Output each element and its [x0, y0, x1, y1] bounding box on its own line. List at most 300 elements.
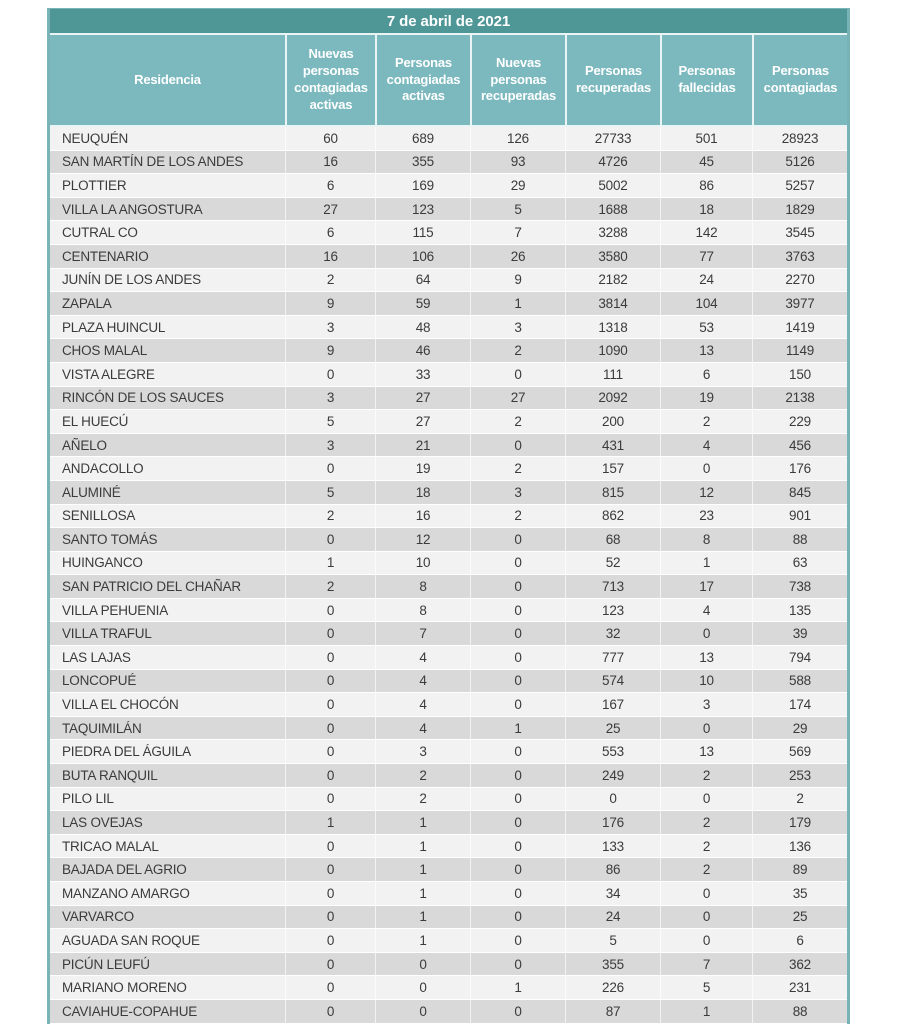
value-cell: 4 [375, 646, 470, 669]
value-cell: 249 [565, 764, 660, 787]
value-cell: 1 [375, 929, 470, 952]
column-header-contagiadas: Personas contagiadas [752, 35, 847, 125]
value-cell: 136 [752, 835, 847, 858]
residencia-cell: BAJADA DEL AGRIO [62, 862, 187, 878]
value-cell: 2 [285, 505, 375, 528]
value-cell: 0 [660, 457, 752, 480]
residencia-cell: LAS OVEJAS [62, 815, 143, 831]
value-cell: 12 [660, 481, 752, 504]
value-cell: 200 [565, 410, 660, 433]
value-cell: 176 [752, 457, 847, 480]
value-cell: 4726 [565, 151, 660, 174]
value-cell: 2 [470, 410, 565, 433]
value-cell: 2 [660, 835, 752, 858]
table-row [50, 505, 847, 529]
table-row [50, 953, 847, 977]
value-cell: 0 [470, 528, 565, 551]
value-cell: 5126 [752, 151, 847, 174]
value-cell: 28923 [752, 127, 847, 150]
value-cell: 0 [470, 1000, 565, 1023]
value-cell: 89 [752, 858, 847, 881]
value-cell: 5 [565, 929, 660, 952]
value-cell: 59 [375, 292, 470, 315]
value-cell: 86 [660, 174, 752, 197]
column-header-recuperadas: Personas recuperadas [565, 35, 660, 125]
value-cell: 0 [375, 953, 470, 976]
value-cell: 8 [375, 575, 470, 598]
value-cell: 6 [752, 929, 847, 952]
value-cell: 1 [660, 1000, 752, 1023]
value-cell: 231 [752, 976, 847, 999]
value-cell: 88 [752, 528, 847, 551]
value-cell: 0 [285, 622, 375, 645]
value-cell: 45 [660, 151, 752, 174]
table-row [50, 929, 847, 953]
value-cell: 713 [565, 575, 660, 598]
value-cell: 2 [375, 764, 470, 787]
value-cell: 35 [752, 882, 847, 905]
value-cell: 3 [660, 693, 752, 716]
value-cell: 0 [470, 764, 565, 787]
value-cell: 0 [285, 976, 375, 999]
value-cell: 9 [285, 339, 375, 362]
residencia-cell: RINCÓN DE LOS SAUCES [62, 390, 224, 406]
value-cell: 0 [470, 953, 565, 976]
table-row [50, 764, 847, 788]
value-cell: 13 [660, 646, 752, 669]
value-cell: 16 [285, 151, 375, 174]
value-cell: 1 [285, 552, 375, 575]
value-cell: 3763 [752, 245, 847, 268]
value-cell: 0 [660, 788, 752, 811]
value-cell: 1 [470, 717, 565, 740]
value-cell: 0 [470, 434, 565, 457]
value-cell: 16 [375, 505, 470, 528]
value-cell: 1 [375, 882, 470, 905]
value-cell: 2138 [752, 387, 847, 410]
value-cell: 17 [660, 575, 752, 598]
table-row [50, 646, 847, 670]
value-cell: 123 [375, 198, 470, 221]
value-cell: 1149 [752, 339, 847, 362]
table-date-title: 7 de abril de 2021 [50, 9, 847, 35]
table-row [50, 387, 847, 411]
value-cell: 93 [470, 151, 565, 174]
value-cell: 29 [470, 174, 565, 197]
value-cell: 13 [660, 740, 752, 763]
value-cell: 3 [375, 740, 470, 763]
value-cell: 2 [660, 764, 752, 787]
value-cell: 4 [660, 434, 752, 457]
table-row [50, 174, 847, 198]
residencia-cell: VARVARCO [62, 909, 134, 925]
value-cell: 2 [285, 575, 375, 598]
value-cell: 0 [470, 693, 565, 716]
value-cell: 815 [565, 481, 660, 504]
residencia-cell: SAN PATRICIO DEL CHAÑAR [62, 579, 241, 595]
value-cell: 25 [752, 906, 847, 929]
value-cell: 2182 [565, 269, 660, 292]
table-header-row [50, 35, 847, 127]
column-header-nuevas-recuperadas: Nuevas personas recuperadas [470, 35, 565, 125]
value-cell: 3580 [565, 245, 660, 268]
value-cell: 10 [375, 552, 470, 575]
value-cell: 1 [660, 552, 752, 575]
value-cell: 3977 [752, 292, 847, 315]
value-cell: 142 [660, 221, 752, 244]
value-cell: 27733 [565, 127, 660, 150]
value-cell: 0 [470, 811, 565, 834]
value-cell: 0 [285, 740, 375, 763]
value-cell: 52 [565, 552, 660, 575]
value-cell: 7 [470, 221, 565, 244]
value-cell: 4 [660, 599, 752, 622]
residencia-cell: AGUADA SAN ROQUE [62, 932, 200, 948]
value-cell: 0 [285, 528, 375, 551]
value-cell: 0 [470, 740, 565, 763]
residencia-cell: SAN MARTÍN DE LOS ANDES [62, 154, 244, 170]
value-cell: 3288 [565, 221, 660, 244]
value-cell: 4 [375, 717, 470, 740]
value-cell: 3 [470, 481, 565, 504]
value-cell: 689 [375, 127, 470, 150]
value-cell: 1 [375, 835, 470, 858]
value-cell: 2 [752, 788, 847, 811]
value-cell: 18 [375, 481, 470, 504]
value-cell: 2 [375, 788, 470, 811]
value-cell: 32 [565, 622, 660, 645]
value-cell: 21 [375, 434, 470, 457]
value-cell: 1318 [565, 316, 660, 339]
value-cell: 1 [375, 811, 470, 834]
value-cell: 0 [660, 717, 752, 740]
table-row [50, 1000, 847, 1024]
value-cell: 0 [285, 929, 375, 952]
table-row [50, 198, 847, 222]
value-cell: 0 [470, 646, 565, 669]
column-header-nuevas-contagiadas-activas: Nuevas personas contagiadas activas [285, 35, 375, 125]
table-row [50, 457, 847, 481]
value-cell: 588 [752, 670, 847, 693]
table-body [50, 127, 847, 1024]
value-cell: 0 [285, 858, 375, 881]
value-cell: 68 [565, 528, 660, 551]
value-cell: 3545 [752, 221, 847, 244]
value-cell: 355 [565, 953, 660, 976]
value-cell: 6 [285, 174, 375, 197]
residencia-cell: PICÚN LEUFÚ [62, 956, 150, 972]
table-row [50, 693, 847, 717]
residencia-cell: VILLA EL CHOCÓN [62, 697, 179, 713]
value-cell: 12 [375, 528, 470, 551]
value-cell: 77 [660, 245, 752, 268]
value-cell: 24 [660, 269, 752, 292]
value-cell: 2 [470, 505, 565, 528]
value-cell: 0 [375, 1000, 470, 1023]
table-row [50, 622, 847, 646]
table-row [50, 528, 847, 552]
value-cell: 0 [285, 1000, 375, 1023]
value-cell: 34 [565, 882, 660, 905]
value-cell: 1090 [565, 339, 660, 362]
value-cell: 0 [470, 882, 565, 905]
value-cell: 135 [752, 599, 847, 622]
value-cell: 64 [375, 269, 470, 292]
value-cell: 229 [752, 410, 847, 433]
table-row [50, 339, 847, 363]
residencia-cell: PLOTTIER [62, 177, 127, 193]
value-cell: 569 [752, 740, 847, 763]
value-cell: 226 [565, 976, 660, 999]
residencia-cell: VILLA TRAFUL [62, 626, 152, 642]
value-cell: 574 [565, 670, 660, 693]
value-cell: 253 [752, 764, 847, 787]
value-cell: 23 [660, 505, 752, 528]
value-cell: 0 [285, 788, 375, 811]
value-cell: 126 [470, 127, 565, 150]
table-row [50, 788, 847, 812]
table-row [50, 410, 847, 434]
value-cell: 431 [565, 434, 660, 457]
value-cell: 18 [660, 198, 752, 221]
value-cell: 123 [565, 599, 660, 622]
value-cell: 111 [565, 363, 660, 386]
value-cell: 86 [565, 858, 660, 881]
value-cell: 738 [752, 575, 847, 598]
residencia-cell: ZAPALA [62, 295, 112, 311]
column-header-contagiadas-activas: Personas contagiadas activas [375, 35, 470, 125]
value-cell: 0 [285, 882, 375, 905]
value-cell: 167 [565, 693, 660, 716]
value-cell: 2270 [752, 269, 847, 292]
value-cell: 0 [285, 457, 375, 480]
table-row [50, 599, 847, 623]
value-cell: 845 [752, 481, 847, 504]
value-cell: 2 [660, 811, 752, 834]
value-cell: 27 [375, 387, 470, 410]
table-row [50, 221, 847, 245]
residencia-cell: PIEDRA DEL ÁGUILA [62, 744, 191, 760]
value-cell: 1 [470, 976, 565, 999]
table-row [50, 316, 847, 340]
value-cell: 0 [285, 835, 375, 858]
value-cell: 2 [660, 858, 752, 881]
table-row [50, 245, 847, 269]
table-row [50, 906, 847, 930]
residencia-cell: TAQUIMILÁN [62, 720, 142, 736]
residencia-cell: TRICAO MALAL [62, 838, 159, 854]
value-cell: 862 [565, 505, 660, 528]
value-cell: 5 [470, 198, 565, 221]
value-cell: 1688 [565, 198, 660, 221]
covid-statistics-table [47, 8, 850, 1024]
value-cell: 10 [660, 670, 752, 693]
table-row [50, 717, 847, 741]
residencia-cell: BUTA RANQUIL [62, 767, 158, 783]
value-cell: 0 [285, 670, 375, 693]
value-cell: 0 [285, 646, 375, 669]
value-cell: 2 [660, 410, 752, 433]
value-cell: 0 [285, 363, 375, 386]
value-cell: 5257 [752, 174, 847, 197]
value-cell: 456 [752, 434, 847, 457]
value-cell: 794 [752, 646, 847, 669]
value-cell: 53 [660, 316, 752, 339]
value-cell: 1829 [752, 198, 847, 221]
value-cell: 0 [470, 929, 565, 952]
value-cell: 87 [565, 1000, 660, 1023]
value-cell: 0 [470, 599, 565, 622]
table-row [50, 976, 847, 1000]
residencia-cell: PILO LIL [62, 791, 114, 807]
value-cell: 4 [375, 670, 470, 693]
value-cell: 0 [470, 575, 565, 598]
value-cell: 115 [375, 221, 470, 244]
value-cell: 26 [470, 245, 565, 268]
value-cell: 0 [470, 835, 565, 858]
value-cell: 5 [285, 410, 375, 433]
value-cell: 0 [660, 882, 752, 905]
residencia-cell: MARIANO MORENO [62, 980, 187, 996]
value-cell: 362 [752, 953, 847, 976]
table-row [50, 835, 847, 859]
residencia-cell: NEUQUÉN [62, 130, 129, 146]
value-cell: 0 [285, 764, 375, 787]
value-cell: 9 [470, 269, 565, 292]
residencia-cell: VILLA LA ANGOSTURA [62, 201, 203, 217]
table-row [50, 127, 847, 151]
value-cell: 501 [660, 127, 752, 150]
table-row [50, 811, 847, 835]
value-cell: 39 [752, 622, 847, 645]
table-row [50, 552, 847, 576]
value-cell: 3 [285, 387, 375, 410]
value-cell: 4 [375, 693, 470, 716]
value-cell: 5 [285, 481, 375, 504]
value-cell: 46 [375, 339, 470, 362]
value-cell: 29 [752, 717, 847, 740]
value-cell: 179 [752, 811, 847, 834]
value-cell: 19 [660, 387, 752, 410]
value-cell: 0 [285, 693, 375, 716]
value-cell: 9 [285, 292, 375, 315]
value-cell: 7 [375, 622, 470, 645]
value-cell: 3 [285, 316, 375, 339]
value-cell: 6 [285, 221, 375, 244]
table-row [50, 434, 847, 458]
value-cell: 2 [470, 339, 565, 362]
value-cell: 0 [470, 622, 565, 645]
value-cell: 0 [470, 670, 565, 693]
column-header-fallecidas: Personas fallecidas [660, 35, 752, 125]
value-cell: 27 [470, 387, 565, 410]
value-cell: 5 [660, 976, 752, 999]
value-cell: 106 [375, 245, 470, 268]
value-cell: 19 [375, 457, 470, 480]
value-cell: 150 [752, 363, 847, 386]
column-header-residencia: Residencia [134, 71, 201, 87]
value-cell: 27 [285, 198, 375, 221]
value-cell: 3 [470, 316, 565, 339]
value-cell: 2092 [565, 387, 660, 410]
residencia-cell: AÑELO [62, 437, 107, 453]
value-cell: 0 [285, 953, 375, 976]
value-cell: 174 [752, 693, 847, 716]
residencia-cell: LAS LAJAS [62, 649, 131, 665]
table-row [50, 670, 847, 694]
residencia-cell: SENILLOSA [62, 508, 136, 524]
value-cell: 0 [660, 906, 752, 929]
table-row [50, 151, 847, 175]
value-cell: 2 [285, 269, 375, 292]
value-cell: 33 [375, 363, 470, 386]
residencia-cell: VISTA ALEGRE [62, 366, 155, 382]
table-row [50, 269, 847, 293]
residencia-cell: LONCOPUÉ [62, 673, 137, 689]
residencia-cell: MANZANO AMARGO [62, 885, 190, 901]
value-cell: 13 [660, 339, 752, 362]
value-cell: 8 [375, 599, 470, 622]
table-row [50, 363, 847, 387]
value-cell: 355 [375, 151, 470, 174]
value-cell: 0 [285, 717, 375, 740]
value-cell: 1 [470, 292, 565, 315]
residencia-cell: CENTENARIO [62, 248, 149, 264]
value-cell: 901 [752, 505, 847, 528]
value-cell: 25 [565, 717, 660, 740]
value-cell: 157 [565, 457, 660, 480]
residencia-cell: ANDACOLLO [62, 461, 144, 477]
value-cell: 169 [375, 174, 470, 197]
value-cell: 3814 [565, 292, 660, 315]
residencia-cell: JUNÍN DE LOS ANDES [62, 272, 201, 288]
value-cell: 6 [660, 363, 752, 386]
value-cell: 60 [285, 127, 375, 150]
table-row [50, 481, 847, 505]
value-cell: 63 [752, 552, 847, 575]
value-cell: 104 [660, 292, 752, 315]
value-cell: 1419 [752, 316, 847, 339]
value-cell: 553 [565, 740, 660, 763]
value-cell: 0 [470, 552, 565, 575]
residencia-cell: CHOS MALAL [62, 343, 148, 359]
value-cell: 777 [565, 646, 660, 669]
value-cell: 24 [565, 906, 660, 929]
residencia-cell: ALUMINÉ [62, 484, 121, 500]
residencia-cell: EL HUECÚ [62, 413, 129, 429]
value-cell: 0 [565, 788, 660, 811]
value-cell: 16 [285, 245, 375, 268]
value-cell: 0 [660, 622, 752, 645]
value-cell: 2 [470, 457, 565, 480]
value-cell: 48 [375, 316, 470, 339]
value-cell: 88 [752, 1000, 847, 1023]
value-cell: 5002 [565, 174, 660, 197]
value-cell: 0 [470, 906, 565, 929]
value-cell: 133 [565, 835, 660, 858]
residencia-cell: CAVIAHUE-COPAHUE [62, 1003, 198, 1019]
value-cell: 1 [285, 811, 375, 834]
table-row [50, 292, 847, 316]
value-cell: 1 [375, 906, 470, 929]
value-cell: 0 [285, 906, 375, 929]
value-cell: 0 [470, 363, 565, 386]
residencia-cell: HUINGANCO [62, 555, 143, 571]
value-cell: 27 [375, 410, 470, 433]
value-cell: 0 [375, 976, 470, 999]
residencia-cell: PLAZA HUINCUL [62, 319, 166, 335]
value-cell: 8 [660, 528, 752, 551]
